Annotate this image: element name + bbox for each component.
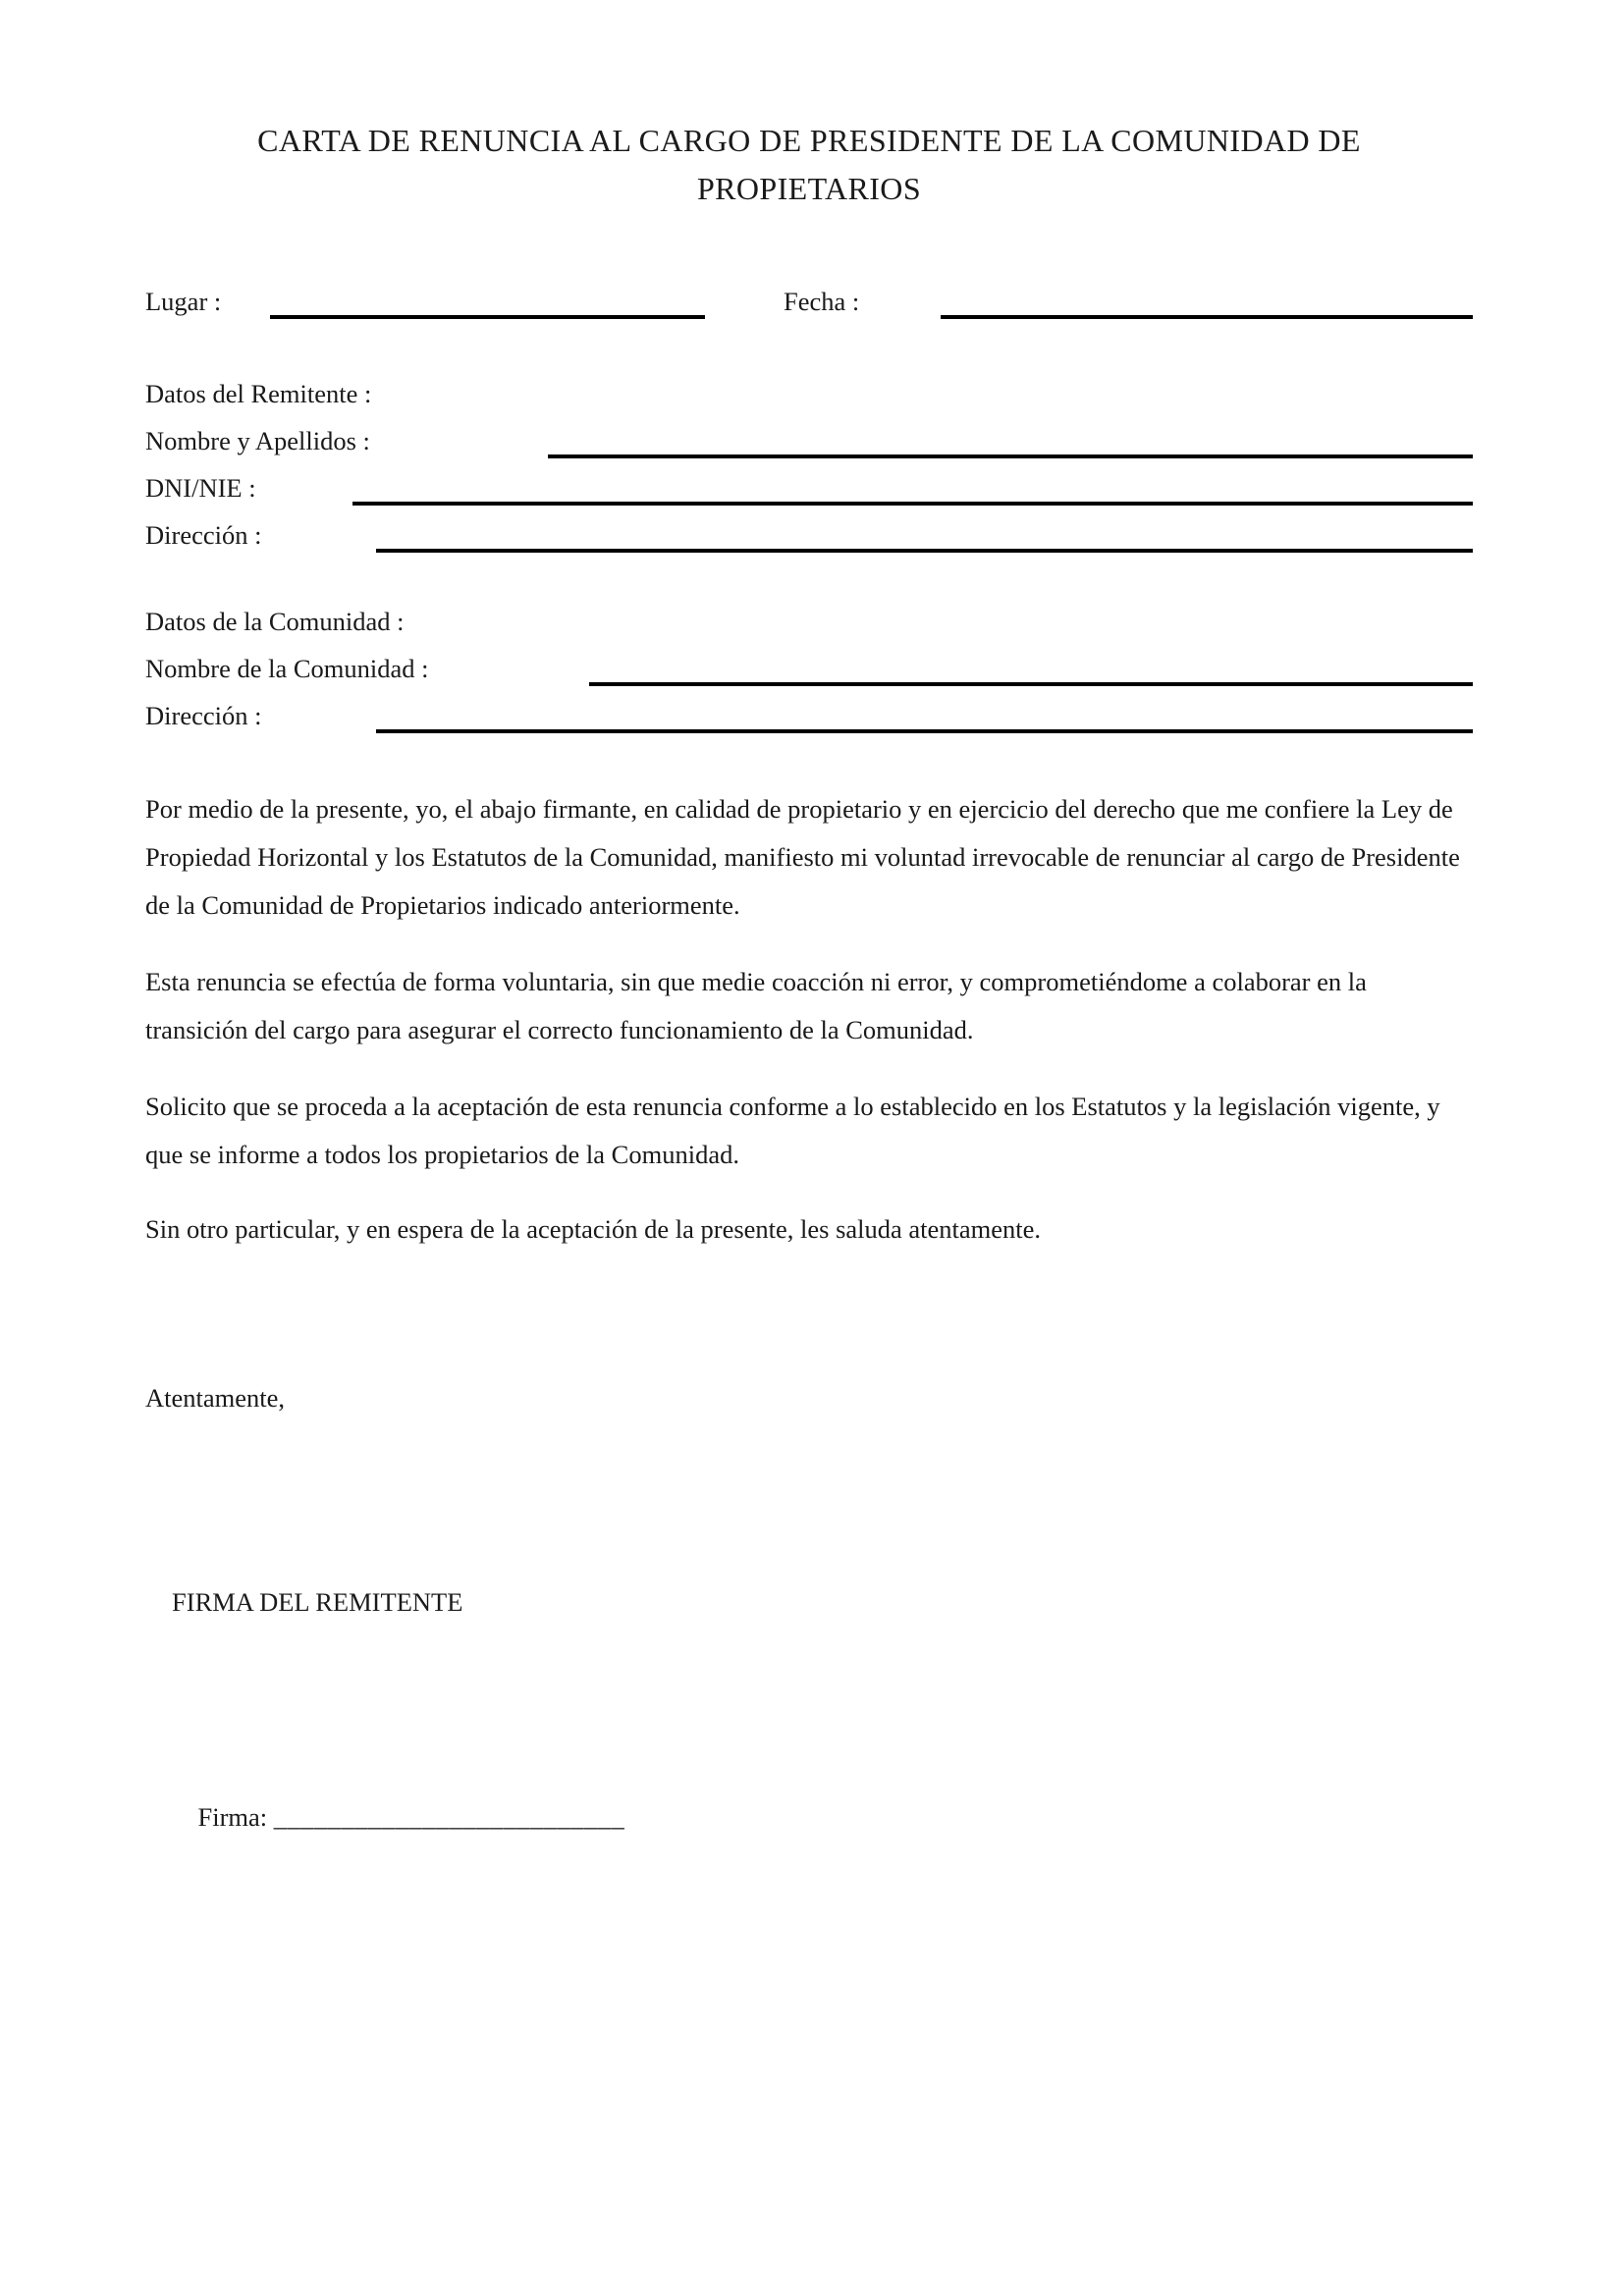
nombre-comunidad-field-line[interactable]: [589, 682, 1473, 686]
remitente-nombre-row: [145, 417, 1473, 464]
lugar-field-line[interactable]: [270, 315, 705, 319]
paragraph-voluntaria: Esta renuncia se efectúa de forma voluntaria, sin que medie coacción ni error, y comprometiéndome a colaborar en la transición del cargo para asegurar el correcto funcionamiento de la Comunidad.: [145, 967, 1367, 1044]
dni-nie-field-line[interactable]: [352, 502, 1473, 506]
direccion-comunidad-field-line[interactable]: [376, 729, 1473, 733]
fecha-field-line[interactable]: [941, 315, 1473, 319]
remitente-dni-row: [145, 464, 1473, 511]
paragraph-despedida: Sin otro particular, y en espera de la aceptación de la presente, les saluda atentamente.: [145, 1214, 1042, 1244]
nombre-comunidad-label: Nombre de la Comunidad :: [145, 654, 436, 683]
fecha-label: Fecha :: [784, 287, 866, 316]
signature-row: [172, 1746, 624, 1888]
firma-signature-line[interactable]: __________________________: [273, 1802, 625, 1832]
closing-text: Atentamente,: [145, 1383, 286, 1413]
direccion-remitente-field-line[interactable]: [376, 549, 1473, 553]
comunidad-direccion-row: [145, 692, 1473, 739]
remitente-section-heading: Datos del Remitente :: [145, 379, 378, 408]
paragraph-renuncia: Por medio de la presente, yo, el abajo firmante, en calidad de propietario y en ejercicio del derecho que me confiere la Ley de Propiedad Horizontal y los Estatutos de la Comunidad, manifiesto mi voluntad irrevocable de renunciar al cargo de Presidente de la Comunidad de Propietarios indicado anteriormente.: [145, 794, 1460, 920]
nombre-apellidos-label: Nombre y Apellidos :: [145, 426, 377, 455]
lugar-label: Lugar :: [145, 287, 228, 316]
remitente-direccion-row: [145, 511, 1473, 559]
signature-heading: FIRMA DEL REMITENTE: [172, 1587, 463, 1617]
remitente-section: [145, 370, 1473, 417]
firma-label: Firma:: [197, 1802, 274, 1832]
document-title: CARTA DE RENUNCIA AL CARGO DE PRESIDENTE DE LA COMUNIDAD DE PROPIETARIOS: [257, 123, 1361, 206]
comunidad-nombre-row: [145, 645, 1473, 692]
nombre-apellidos-field-line[interactable]: [548, 454, 1473, 458]
comunidad-section-heading: Datos de la Comunidad :: [145, 607, 411, 636]
lugar-fecha-row: [145, 278, 1473, 325]
paragraph-solicitud: Solicito que se proceda a la aceptación de esta renuncia conforme a lo establecido en los Estatutos y la legislación vigente, y que se informe a todos los propietarios de la Comunidad.: [145, 1092, 1440, 1169]
direccion-comunidad-label: Dirección :: [145, 701, 269, 730]
dni-nie-label: DNI/NIE :: [145, 473, 263, 503]
direccion-remitente-label: Dirección :: [145, 520, 269, 550]
comunidad-section: [145, 598, 1473, 645]
